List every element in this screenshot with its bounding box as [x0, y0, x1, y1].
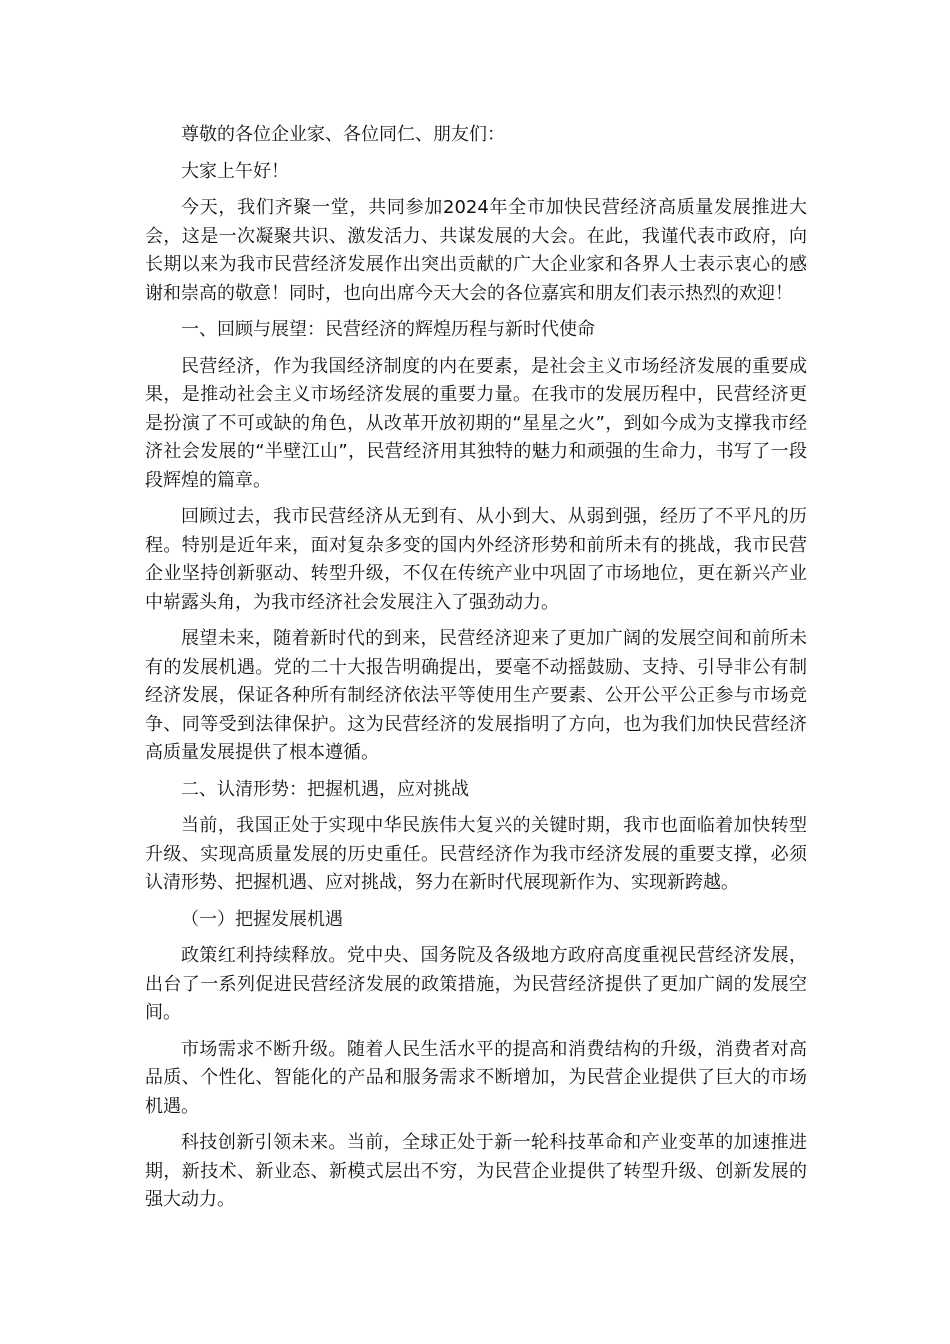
document-body: [145, 121, 807, 1223]
section-2-heading: 二、认清形势：把握机遇，应对挑战: [181, 778, 469, 800]
section-1-paragraph-2: 回顾过去，我市民营经济从无到有、从小到大、从弱到强，经历了不平凡的历程。特别是近年来，面对复杂多变的国内外经济形势和前所未有的挑战，我市民营企业坚持创新驱动、转型升级，不仅在传统产业中巩固了市场地位，更在新兴产业中崭露头角，为我市经济社会发展注入了强劲动力。: [145, 506, 807, 613]
subsection-1-paragraph-2: 市场需求不断升级。随着人民生活水平的提高和消费结构的升级，消费者对高品质、个性化、智能化的产品和服务需求不断增加，为民营企业提供了巨大的市场机遇。: [145, 1038, 807, 1117]
section-2-paragraph-1: 当前，我国正处于实现中华民族伟大复兴的关键时期，我市也面临着加快转型升级、实现高质量发展的历史重任。民营经济作为我市经济发展的重要支撑，必须认清形势、把握机遇、应对挑战，努力在新时代展现新作为、实现新跨越。: [145, 815, 807, 893]
subsection-1-heading: （一）把握发展机遇: [181, 908, 343, 930]
subsection-1-paragraph-1: 政策红利持续释放。党中央、国务院及各级地方政府高度重视民营经济发展，出台了一系列促进民营经济发展的政策措施，为民营经济提供了更加广阔的发展空间。: [145, 945, 807, 1023]
subsection-1-paragraph-3: 科技创新引领未来。当前，全球正处于新一轮科技革命和产业变革的加速推进期，新技术、新业态、新模式层出不穷，为民营企业提供了转型升级、创新发展的强大动力。: [145, 1132, 807, 1210]
salutation: 尊敬的各位企业家、各位同仁、朋友们：: [181, 124, 505, 145]
section-1-paragraph-1: 民营经济，作为我国经济制度的内在要素，是社会主义市场经济发展的重要成果，是推动社会主义市场经济发展的重要力量。在我市的发展历程中，民营经济更是扮演了不可或缺的角色，从改革开放初期的“星星之火”，到如今成为支撑我市经济社会发展的“半壁江山”，民营经济用其独特的魅力和顽强的生命力，书写了一段段辉煌的篇章。: [145, 355, 807, 491]
section-1-heading: 一、回顾与展望：民营经济的辉煌历程与新时代使命: [181, 319, 595, 340]
section-1-paragraph-3: 展望未来，随着新时代的到来，民营经济迎来了更加广阔的发展空间和前所未有的发展机遇。党的二十大报告明确提出，要毫不动摇鼓励、支持、引导非公有制经济发展，保证各种所有制经济依法平等使用生产要素、公开公平公正参与市场竞争、同等受到法律保护。这为民营经济的发展指明了方向，也为我们加快民营经济高质量发展提供了根本遵循。: [145, 628, 807, 763]
intro-paragraph: 今天，我们齐聚一堂，共同参加2024年全市加快民营经济高质量发展推进大会，这是一次凝聚共识、激发活力、共谋发展的大会。在此，我谨代表市政府，向长期以来为我市民营经济发展作出突出贡献的广大企业家和各界人士表示衷心的感谢和崇高的敬意！同时，也向出席今天大会的各位嘉宾和朋友们表示热烈的欢迎！: [145, 197, 807, 304]
greeting: 大家上午好！: [181, 160, 289, 182]
